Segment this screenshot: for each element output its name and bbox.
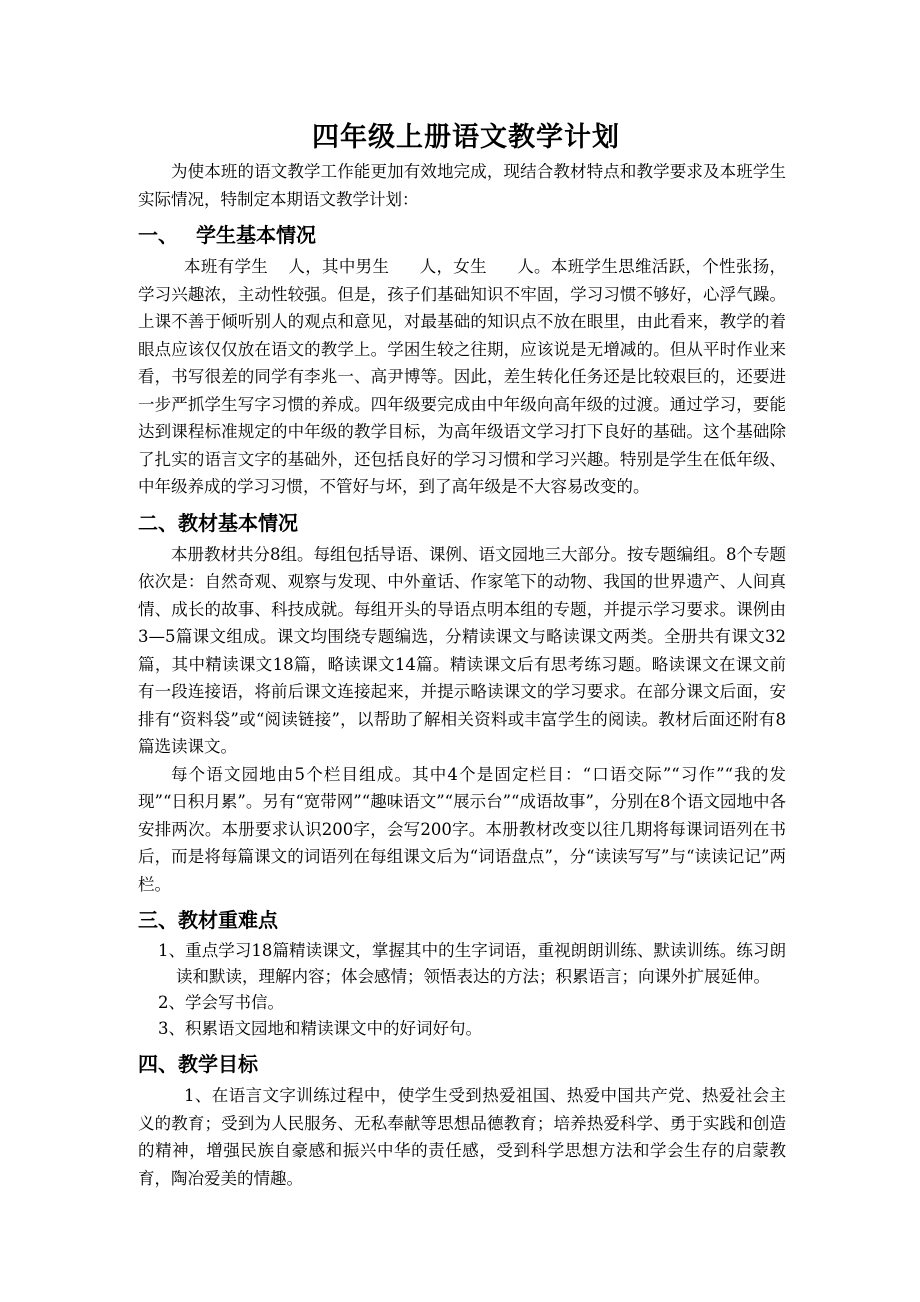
section-number: 三、 [138, 908, 178, 932]
text-segment: 本班有学生 [184, 257, 269, 276]
section-heading-student-situation [138, 221, 786, 249]
list-item: 1、重点学习18篇精读课文，掌握其中的生字词语，重视朗朗训练、默读训练。练习朗读和默读，理解内容；体会感情；领悟表达的方法；积累语言；向课外扩展延伸。 [158, 941, 786, 986]
intro-paragraph: 为使本班的语文教学工作能更加有效地完成，现结合教材特点和教学要求及本班学生实际情况，特制定本期语文教学计划： [138, 162, 786, 209]
text-segment: 人。本班学生思维活跃，个性张扬，学习兴趣浓，主动性较强。但是，孩子们基础知识不牢固，学习习惯不够好，心浮气躁。上课不善于倾听别人的观点和意见，对最基础的知识点不放在眼里，由此看来，教学的着眼点应该仅仅放在语文的教学上。学困生较之往期，应该说是无增减的。但从平时作业来看，书写很差的同学有李兆一、高尹博等。因此，差生转化任务还是比较艰巨的，还要进一步严抓学生写字习惯的养成。四年级要完成由中年级向高年级的过渡。通过学习，要能达到课程标准规定的中年级的教学目标，为高年级语文学习打下良好的基础。这个基础除了扎实的语言文字的基础外，还包括良好的学习习惯和学习兴趣。特别是学生在低年级、中年级养成的学习习惯，不管好与坏，到了高年级是不大容易改变的。 [138, 257, 787, 496]
section-heading-key-difficulties [138, 906, 786, 934]
section-heading-textbook-situation [138, 509, 786, 537]
section-number: 四、 [138, 1052, 178, 1076]
key-points-list [138, 938, 786, 1042]
textbook-paragraph-1: 本册教材共分8组。每组包括导语、课例、语文园地三大部分。按专题编组。8个专题依次是：自然奇观、观察与发现、中外童话、作家笔下的动物、我国的世界遗产、人间真情、成长的故事、科技成就。每组开头的导语点明本组的专题，并提示学习要求。课例由3—5篇课文组成。课文均围绕专题编选，分精读课文与略读课文两类。全册共有课文32篇，其中精读课文18篇，略读课文14篇。精读课文后有思考练习题。略读课文在课文前有一段连接语，将前后课文连接起来，并提示略读课文的学习要求。在部分课文后面，安排有“资料袋”或“阅读链接”，以帮助了解相关资料或丰富学生的阅读。教材后面还附有8篇选读课文。 [138, 544, 786, 756]
section-title: 学生基本情况 [196, 223, 316, 247]
section-title: 教学目标 [178, 1052, 258, 1076]
document-title: 四年级上册语文教学计划 [312, 122, 620, 153]
text-segment: 人，其中男生 [288, 257, 390, 276]
list-item: 2、学会写书信。 [158, 993, 284, 1012]
section-heading-teaching-goals [138, 1050, 786, 1078]
teaching-goals-paragraph: 1、在语言文字训练过程中，使学生受到热爱祖国、热爱中国共产党、热爱社会主义的教育；受到为人民服务、无私奉献等思想品德教育；培养热爱科学、勇于实践和创造的精神，增强民族自豪感和振兴中华的责任感，受到科学思想方法和学会生存的启蒙教育，陶冶爱美的情趣。 [138, 1086, 786, 1188]
section-title: 教材重难点 [178, 908, 278, 932]
section-title: 教材基本情况 [178, 510, 298, 535]
textbook-paragraph-2: 每个语文园地由5个栏目组成。其中4个是固定栏目：“口语交际”“习作”“我的发现”“日积月累”。另有“宽带网”“趣味语文”“展示台”“成语故事”，分别在8个语文园地中各安排两次。本册要求认识200字，会写200字。本册教材改变以往几期将每课词语列在书后，而是将每篇课文的词语列在每组课文后为“词语盘点”，分“读读写写”与“读读记记”两栏。 [138, 764, 786, 894]
document-page [138, 118, 786, 1192]
section-number: 一、 [138, 223, 178, 247]
list-item: 3、积累语文园地和精读课文中的好词好句。 [158, 1019, 482, 1038]
text-segment: 人，女生 [419, 257, 487, 276]
student-situation-paragraph [138, 253, 786, 501]
section-number: 二、 [138, 510, 178, 535]
